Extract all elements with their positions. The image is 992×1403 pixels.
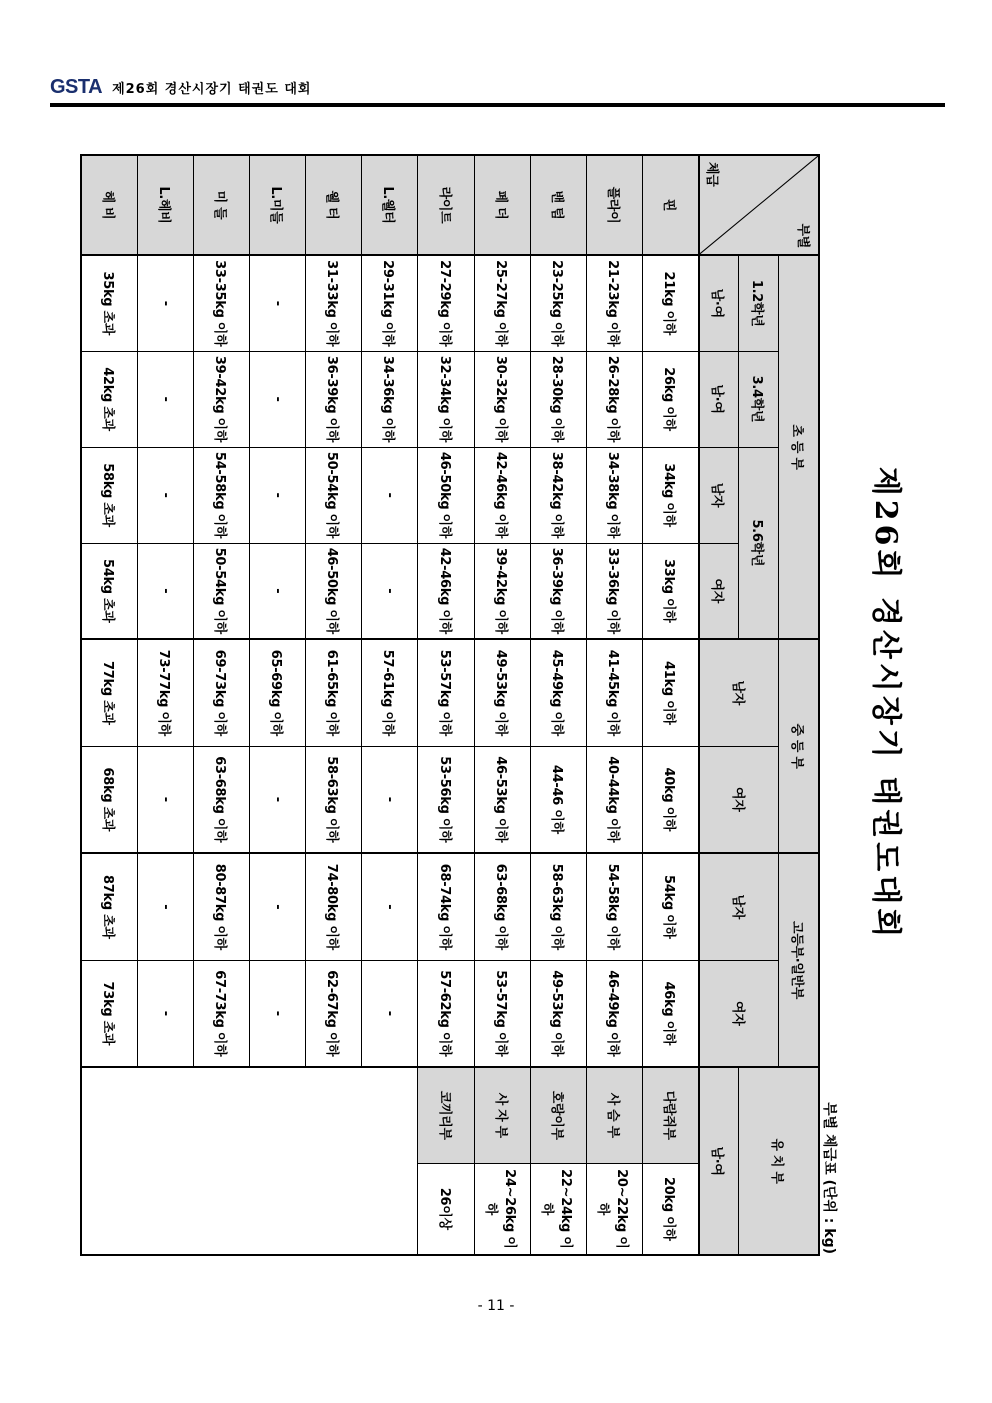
weight-class-name: 웰 터 <box>306 155 362 255</box>
weight-cell: - <box>137 447 193 543</box>
weight-class-table <box>80 154 820 1256</box>
kinder-class-name: 다람쥐부 <box>643 1067 699 1163</box>
rotated-weight-table-block <box>80 154 920 1254</box>
kinder-weight-cell: 22~24kg 이하 <box>530 1163 586 1255</box>
weight-cell: 28-30kg 이하 <box>530 351 586 447</box>
weight-cell: - <box>250 960 306 1067</box>
weight-cell: 45-49kg 이하 <box>530 639 586 746</box>
weight-cell: 36-39kg 이하 <box>306 351 362 447</box>
weight-cell: 30-32kg 이하 <box>474 351 530 447</box>
high-female: 여자 <box>699 960 779 1067</box>
weight-cell: - <box>362 853 418 960</box>
weight-cell: 46-50kg 이하 <box>306 543 362 639</box>
header-title: 제26회 경산시장기 태권도 대회 <box>112 81 312 97</box>
table-row <box>586 155 642 1255</box>
weight-cell: 53-56kg 이하 <box>418 746 474 853</box>
weight-cell: 49-53kg 이하 <box>474 639 530 746</box>
kinder-class-name: 사 자 부 <box>474 1067 530 1163</box>
weight-cell: - <box>250 543 306 639</box>
weight-cell: 38-42kg 이하 <box>530 447 586 543</box>
weight-cell: 26-28kg 이하 <box>586 351 642 447</box>
weight-cell: - <box>362 543 418 639</box>
group-elementary: 초 등 부 <box>779 255 819 639</box>
weight-class-name: 헤 비 <box>81 155 137 255</box>
kinder-class-name: 사 슴 부 <box>586 1067 642 1163</box>
weight-cell: 23-25kg 이하 <box>530 255 586 351</box>
weight-class-name: 라이트 <box>418 155 474 255</box>
weight-cell: 34-38kg 이하 <box>586 447 642 543</box>
kinder-weight-cell: 24~26kg 이하 <box>474 1163 530 1255</box>
document-title: 제26회 경산시장기 태권도대회 <box>868 466 903 942</box>
weight-cell: 50-54kg 이하 <box>193 543 249 639</box>
weight-cell: - <box>362 447 418 543</box>
table-row <box>362 155 418 1255</box>
weight-cell: - <box>250 447 306 543</box>
kinder-weight-cell: 20~22kg 이하 <box>586 1163 642 1255</box>
weight-cell: 39-42kg 이하 <box>474 543 530 639</box>
weight-cell: 69-73kg 이하 <box>193 639 249 746</box>
weight-cell: - <box>250 853 306 960</box>
weight-cell: 33kg 이하 <box>643 543 699 639</box>
weight-cell: 21kg 이하 <box>643 255 699 351</box>
weight-cell: - <box>137 543 193 639</box>
kinder-empty-area <box>81 1067 418 1255</box>
group-kindergarten: 유 치 부 <box>739 1067 819 1255</box>
weight-cell: - <box>137 960 193 1067</box>
weight-cell: 54kg 이하 <box>643 853 699 960</box>
weight-cell: 42-46kg 이하 <box>474 447 530 543</box>
table-caption: 부별 체급표 (단위 : kg) <box>821 1102 837 1254</box>
weight-class-name: 미 들 <box>193 155 249 255</box>
weight-cell: 53-57kg 이하 <box>418 639 474 746</box>
header-corner-cell <box>699 155 819 255</box>
weight-cell: 31-33kg 이하 <box>306 255 362 351</box>
kinder-weight-cell: 26이상 <box>418 1163 474 1255</box>
weight-cell: 46kg 이하 <box>643 960 699 1067</box>
weight-cell: 65-69kg 이하 <box>250 639 306 746</box>
middle-female: 여자 <box>699 746 779 853</box>
table-row <box>474 155 530 1255</box>
weight-cell: - <box>137 746 193 853</box>
high-male: 남자 <box>699 853 779 960</box>
e56-female: 여자 <box>699 543 739 639</box>
corner-weight-label: 체급 <box>703 162 719 187</box>
weight-cell: - <box>362 746 418 853</box>
e56-male: 남자 <box>699 447 739 543</box>
weight-cell: 36-39kg 이하 <box>530 543 586 639</box>
weight-cell: 63-68kg 이하 <box>474 853 530 960</box>
weight-cell: 73kg 초과 <box>81 960 137 1067</box>
weight-class-name: L.헤비 <box>137 155 193 255</box>
gsta-logo: GSTA <box>50 75 103 98</box>
weight-cell: 87kg 초과 <box>81 853 137 960</box>
weight-cell: - <box>250 746 306 853</box>
weight-cell: 34kg 이하 <box>643 447 699 543</box>
page-header <box>50 76 944 98</box>
weight-cell: 46-53kg 이하 <box>474 746 530 853</box>
kinder-class-name: 호랑이부 <box>530 1067 586 1163</box>
weight-cell: 61-65kg 이하 <box>306 639 362 746</box>
header-rule <box>50 103 945 107</box>
weight-cell: 68-74kg 이하 <box>418 853 474 960</box>
weight-cell: 26kg 이하 <box>643 351 699 447</box>
weight-cell: 41kg 이하 <box>643 639 699 746</box>
page-number: - 11 - <box>477 1298 515 1314</box>
grade-3-4: 3.4학년 <box>739 351 779 447</box>
weight-cell: 54-58kg 이하 <box>586 853 642 960</box>
weight-cell: 46-50kg 이하 <box>418 447 474 543</box>
weight-cell: 29-31kg 이하 <box>362 255 418 351</box>
weight-cell: - <box>137 853 193 960</box>
weight-cell: 68kg 초과 <box>81 746 137 853</box>
weight-cell: 57-62kg 이하 <box>418 960 474 1067</box>
weight-cell: 27-29kg 이하 <box>418 255 474 351</box>
weight-cell: 50-54kg 이하 <box>306 447 362 543</box>
weight-cell: 63-68kg 이하 <box>193 746 249 853</box>
weight-cell: - <box>250 255 306 351</box>
weight-cell: 80-87kg 이하 <box>193 853 249 960</box>
e34-gender: 남·여 <box>699 351 739 447</box>
weight-cell: 33-36kg 이하 <box>586 543 642 639</box>
grade-1-2: 1.2학년 <box>739 255 779 351</box>
weight-cell: 54-58kg 이하 <box>193 447 249 543</box>
group-middle: 중 등 부 <box>779 639 819 853</box>
weight-class-name: 핀 <box>643 155 699 255</box>
weight-cell: 39-42kg 이하 <box>193 351 249 447</box>
weight-cell: 46-49kg 이하 <box>586 960 642 1067</box>
weight-class-name: 페 더 <box>474 155 530 255</box>
weight-cell: 57-61kg 이하 <box>362 639 418 746</box>
weight-class-name: L.웰터 <box>362 155 418 255</box>
kinder-weight-cell: 20kg 이하 <box>643 1163 699 1255</box>
weight-cell: 40-44kg 이하 <box>586 746 642 853</box>
weight-cell: 54kg 초과 <box>81 543 137 639</box>
weight-class-name: 플라이 <box>586 155 642 255</box>
table-body <box>81 155 699 1255</box>
weight-cell: 41-45kg 이하 <box>586 639 642 746</box>
weight-cell: 35kg 초과 <box>81 255 137 351</box>
e12-gender: 남·여 <box>699 255 739 351</box>
middle-male: 남자 <box>699 639 779 746</box>
weight-cell: - <box>362 960 418 1067</box>
weight-cell: 40kg 이하 <box>643 746 699 853</box>
table-row <box>643 155 699 1255</box>
corner-division-label: 부별 <box>795 223 810 248</box>
weight-cell: 49-53kg 이하 <box>530 960 586 1067</box>
weight-cell: 62-67kg 이하 <box>306 960 362 1067</box>
weight-cell: 25-27kg 이하 <box>474 255 530 351</box>
weight-cell: 42-46kg 이하 <box>418 543 474 639</box>
table-row <box>530 155 586 1255</box>
weight-cell: 58-63kg 이하 <box>530 853 586 960</box>
weight-cell: 74-80kg 이하 <box>306 853 362 960</box>
weight-cell: 58kg 초과 <box>81 447 137 543</box>
weight-cell: 73-77kg 이하 <box>137 639 193 746</box>
weight-cell: 53-57kg 이하 <box>474 960 530 1067</box>
table-row <box>418 155 474 1255</box>
grade-5-6: 5.6학년 <box>739 447 779 639</box>
weight-cell: 21-23kg 이하 <box>586 255 642 351</box>
weight-class-name: 밴 텀 <box>530 155 586 255</box>
weight-cell: - <box>250 351 306 447</box>
kinder-class-name: 코끼리부 <box>418 1067 474 1163</box>
weight-class-name: L.미들 <box>250 155 306 255</box>
group-high-general: 고등부·일반부 <box>779 853 819 1067</box>
weight-cell: 32-34kg 이하 <box>418 351 474 447</box>
weight-cell: 58-63kg 이하 <box>306 746 362 853</box>
weight-cell: - <box>137 351 193 447</box>
weight-cell: 34-36kg 이하 <box>362 351 418 447</box>
weight-cell: 44-46 이하 <box>530 746 586 853</box>
weight-cell: 42kg 초과 <box>81 351 137 447</box>
weight-cell: 33-35kg 이하 <box>193 255 249 351</box>
kinder-gender: 남·여 <box>699 1067 739 1255</box>
weight-cell: 77kg 초과 <box>81 639 137 746</box>
weight-cell: - <box>137 255 193 351</box>
weight-cell: 67-73kg 이하 <box>193 960 249 1067</box>
